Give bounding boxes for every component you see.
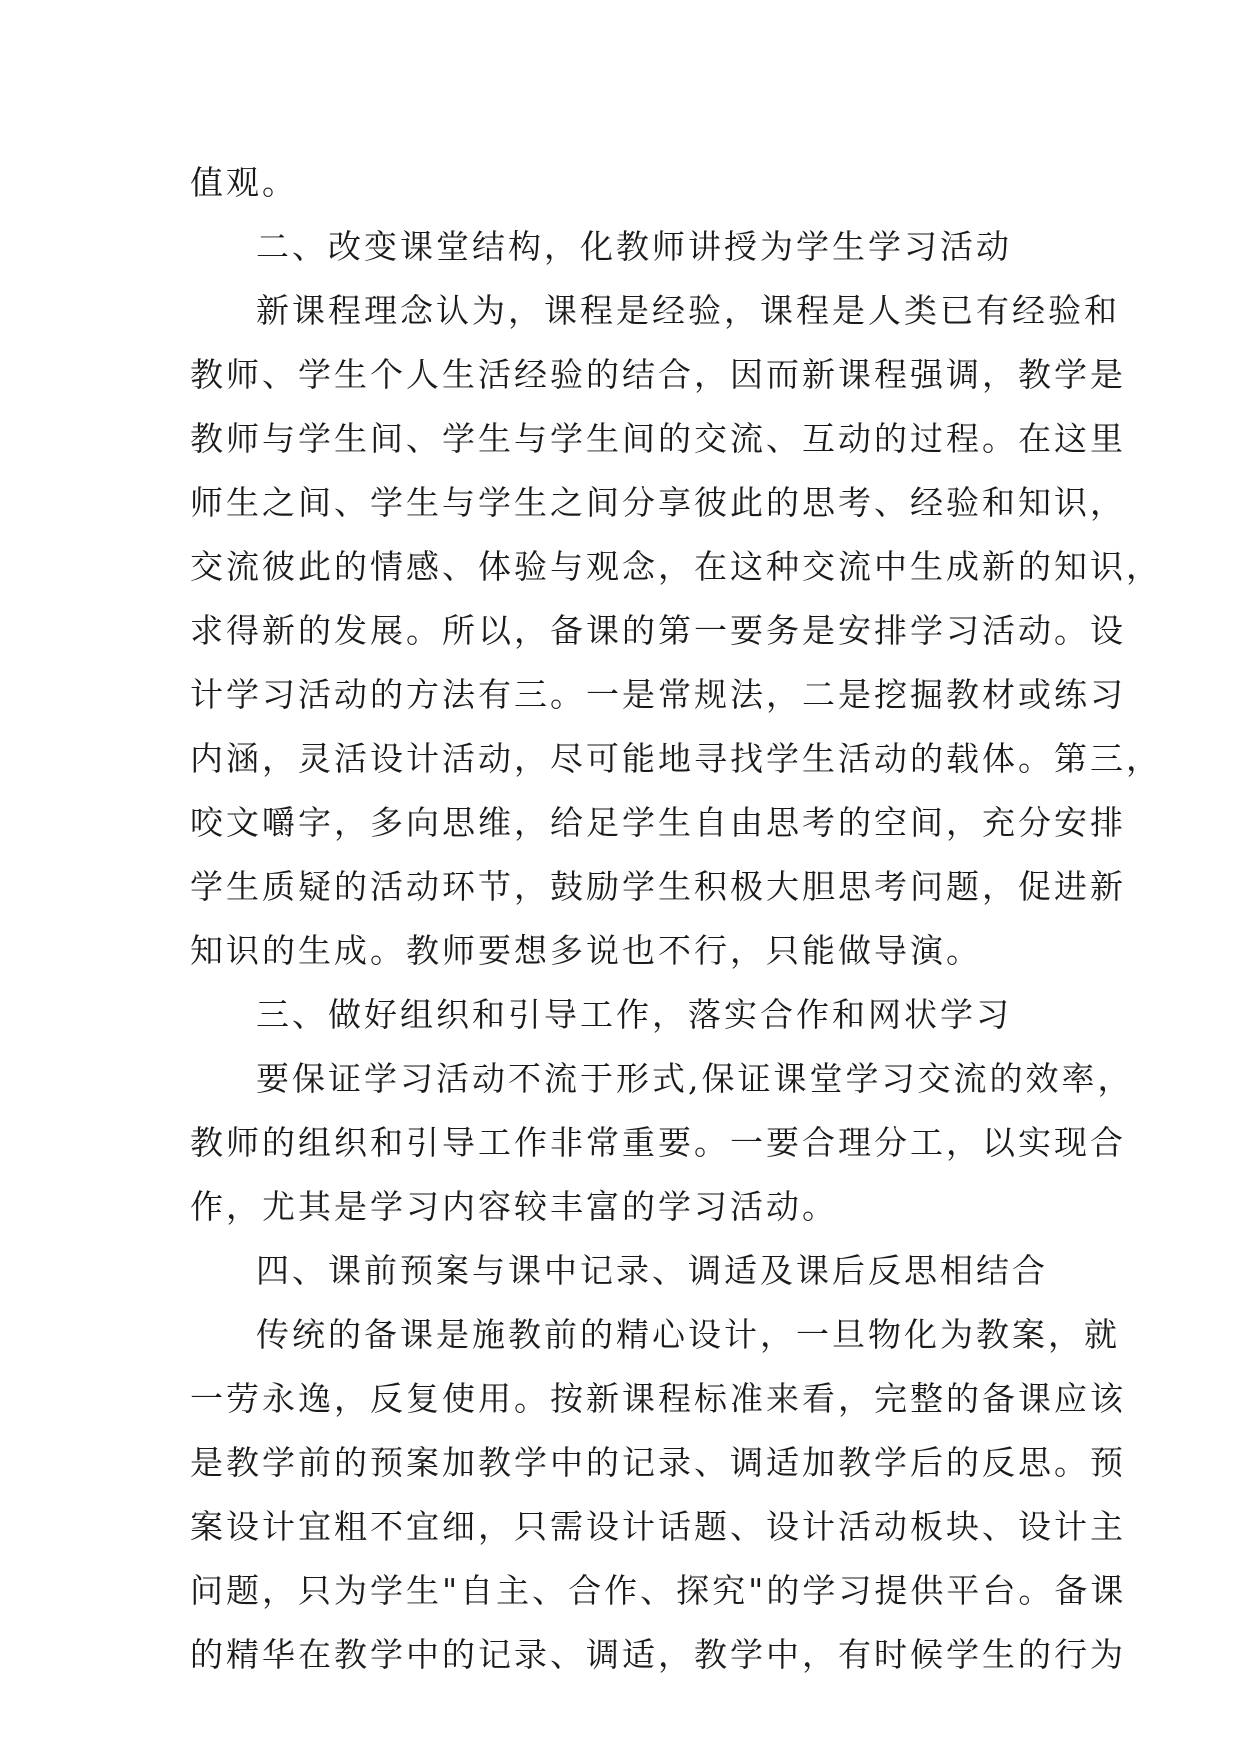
text-line: 是教学前的预案加教学中的记录、调适加教学后的反思。预 <box>190 1443 1126 1482</box>
text-line: 要保证学习活动不流于形式,保证课堂学习交流的效率， <box>256 1059 1134 1098</box>
text-line: 计学习活动的方法有三。一是常规法，二是挖掘教材或练习 <box>190 675 1126 714</box>
text-line: 教师、学生个人生活经验的结合，因而新课程强调，教学是 <box>190 355 1126 394</box>
text-line: 传统的备课是施教前的精心设计，一旦物化为教案，就 <box>256 1315 1120 1354</box>
section-heading-2: 二、改变课堂结构，化教师讲授为学生学习活动 <box>256 227 1012 266</box>
text-line: 交流彼此的情感、体验与观念，在这种交流中生成新的知识， <box>190 547 1162 586</box>
text-line: 教师与学生间、学生与学生间的交流、互动的过程。在这里 <box>190 419 1126 458</box>
section-heading-3: 三、做好组织和引导工作，落实合作和网状学习 <box>256 995 1012 1034</box>
text-line: 求得新的发展。所以，备课的第一要务是安排学习活动。设 <box>190 611 1126 650</box>
text-line: 咬文嚼字，多向思维，给足学生自由思考的空间，充分安排 <box>190 803 1126 842</box>
text-line: 师生之间、学生与学生之间分享彼此的思考、经验和知识， <box>190 483 1126 522</box>
text-line: 的精华在教学中的记录、调适，教学中，有时候学生的行为 <box>190 1635 1126 1674</box>
text-line: 作，尤其是学习内容较丰富的学习活动。 <box>190 1187 838 1226</box>
document-body <box>190 151 1162 1687</box>
text-line: 内涵，灵活设计活动，尽可能地寻找学生活动的载体。第三， <box>190 739 1162 778</box>
text-line: 问题，只为学生"自主、合作、探究"的学习提供平台。备课 <box>190 1571 1127 1610</box>
text-line: 学生质疑的活动环节，鼓励学生积极大胆思考问题，促进新 <box>190 867 1126 906</box>
text-line: 教师的组织和引导工作非常重要。一要合理分工，以实现合 <box>190 1123 1126 1162</box>
text-line: 知识的生成。教师要想多说也不行，只能做导演。 <box>190 931 982 970</box>
text-line: 新课程理念认为，课程是经验，课程是人类已有经验和 <box>256 291 1120 330</box>
section-heading-4: 四、课前预案与课中记录、调适及课后反思相结合 <box>256 1251 1048 1290</box>
text-line: 一劳永逸，反复使用。按新课程标准来看，完整的备课应该 <box>190 1379 1126 1418</box>
text-line: 案设计宜粗不宜细，只需设计话题、设计活动板块、设计主 <box>190 1507 1126 1546</box>
text-line: 值观。 <box>190 163 298 202</box>
